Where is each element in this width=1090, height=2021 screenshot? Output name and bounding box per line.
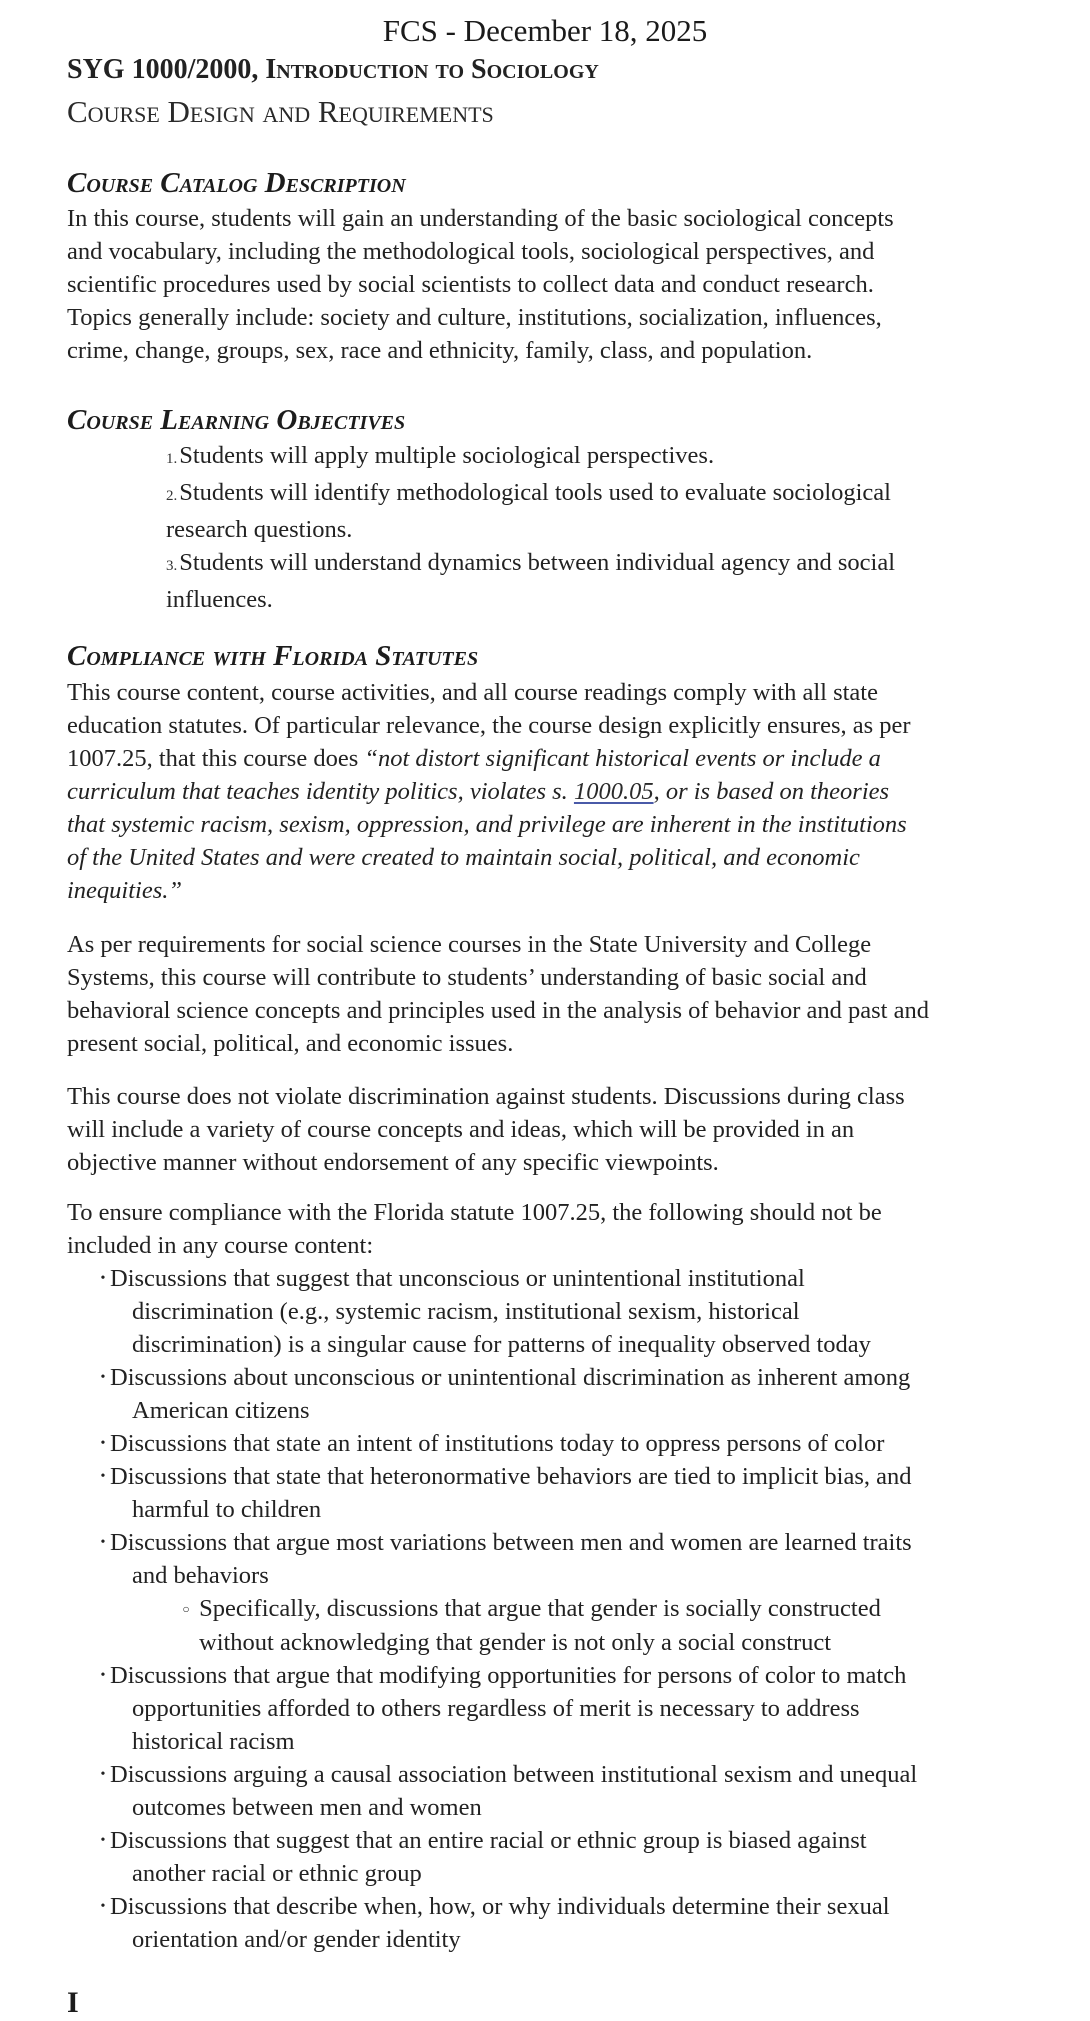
text-line: crime, change, groups, sex, race and ethnicity, family, class, and population. [67,337,813,364]
list-item: • Discussions that state that heteronormative behaviors are tied to implicit bias, and [96,1460,1076,1493]
list-item: • Discussions that suggest that unconscious or unintentional institutional [96,1262,1076,1295]
list-number: 3. [166,558,178,574]
list-item: • Discussions that argue most variations between men and women are learned traits [96,1526,1076,1559]
statute-quote: “not distort significant historical events or include a [364,745,881,772]
prohibited-content-list: • Discussions that suggest that unconscious or unintentional institutional discrimination (e.g., systemic racism, institutional sexism, historical discrimination) is a singular cause for patterns of inequality observed today • Discussions about unconscious or unintentional discrimination as inherent among American citizens • Discussions that state an intent of institutions today to oppress persons of color • Discussions that state that heteronormative behaviors are tied to implicit bias, and harmful to children • Discussions that argue most variations between men and women are learned traits and behaviors ○ Specifically, discussions that argue that gender is socially constructed without acknowledging that gender is not only a social construct • Discussions that argue that modifying opportunities for persons of color to match opportunities afforded to others regardless of merit is necessary to address historical racism • Discussions arguing a causal association between institutional sexism and unequal outcomes between men and women • Discussions that suggest that an entire racial or ethnic group is biased against another racial or ethnic group • Discussions that describe when, how, or why individuals determine their sexual orientation and/or gender identity [96,1262,1076,1956]
compliance-heading: Compliance with Florida Statutes [67,640,479,672]
text-line: In this course, students will gain an understanding of the basic sociological concepts [67,205,894,232]
catalog-heading: Course Catalog Description [67,167,406,199]
bullet-icon: • [100,1469,106,1484]
compliance-paragraph-4: To ensure compliance with the Florida statute 1007.25, the following should not be included in any course content: [67,1199,882,1259]
bullet-icon: • [100,1833,106,1848]
objective-item-continued: research questions. [166,516,353,543]
list-item: • Discussions that argue that modifying opportunities for persons of color to match [96,1659,1076,1692]
objectives-heading: Course Learning Objectives [67,404,406,436]
list-item: • Discussions that describe when, how, or why individuals determine their sexual [96,1890,1076,1923]
course-subtitle: Course Design and Requirements [67,94,494,129]
list-item: • Discussions that state an intent of institutions today to oppress persons of color [96,1427,1076,1460]
next-section-heading-fragment: I [67,1986,79,2019]
bullet-icon: • [100,1370,106,1385]
objective-item: 1.Students will apply multiple sociological perspectives. [166,442,715,469]
course-title: SYG 1000/2000, Introduction to Sociology [67,54,599,85]
objectives-list [166,439,1066,616]
sub-list-item: ○ Specifically, discussions that argue that gender is socially constructed [96,1592,1076,1626]
objective-item: 3.Students will understand dynamics between individual agency and social [166,549,896,576]
statute-link-1000-05[interactable]: 1000.05 [573,778,654,805]
list-item: • Discussions arguing a causal association between institutional sexism and unequal [96,1758,1076,1791]
compliance-paragraph-3: This course does not violate discrimination against students. Discussions during class will include a variety of course concepts and ideas, which will be provided in an objective manner without endorsement of any specific viewpoints. [67,1083,905,1176]
bullet-icon: • [100,1535,106,1550]
bullet-icon: • [100,1436,106,1451]
bullet-icon: • [100,1668,106,1683]
compliance-paragraph-2: As per requirements for social science courses in the State University and College Systems, this course will contribute to students’ understanding of basic social and behavioral science concepts and principles used in the analysis of behavior and past and present social, political, and economic issues. [67,931,929,1057]
bullet-icon: • [100,1899,106,1914]
text-line: scientific procedures used by social scientists to collect data and conduct research. [67,271,874,298]
objective-item: 2.Students will identify methodological tools used to evaluate sociological [166,479,891,506]
objective-item-continued: influences. [166,586,273,613]
compliance-paragraph-1: This course content, course activities, and all course readings comply with all state education statutes. Of particular relevance, the course design explicitly ensures, as per 1007.25, that this course does “not distort significant historical events or include a curriculum that teaches identity politics, violates s. 1000.05, or is based on theories that systemic racism, sexism, oppression, and privilege are inherent in the institutions of the United States and were created to maintain social, political, and economic inequities.” [67,679,911,904]
bullet-icon: • [100,1767,106,1782]
list-item: • Discussions about unconscious or unintentional discrimination as inherent among [96,1361,1076,1394]
list-number: 2. [166,488,178,504]
list-number: 1. [166,451,178,467]
circle-bullet-icon: ○ [182,1602,190,1616]
catalog-description [67,202,1067,367]
text-line: and vocabulary, including the methodological tools, sociological perspectives, and [67,238,875,265]
text-line: Topics generally include: society and culture, institutions, socialization, influences, [67,304,882,331]
document-date-header: FCS - December 18, 2025 [382,13,708,48]
list-item: • Discussions that suggest that an entire racial or ethnic group is biased against [96,1824,1076,1857]
bullet-icon: • [100,1271,106,1286]
